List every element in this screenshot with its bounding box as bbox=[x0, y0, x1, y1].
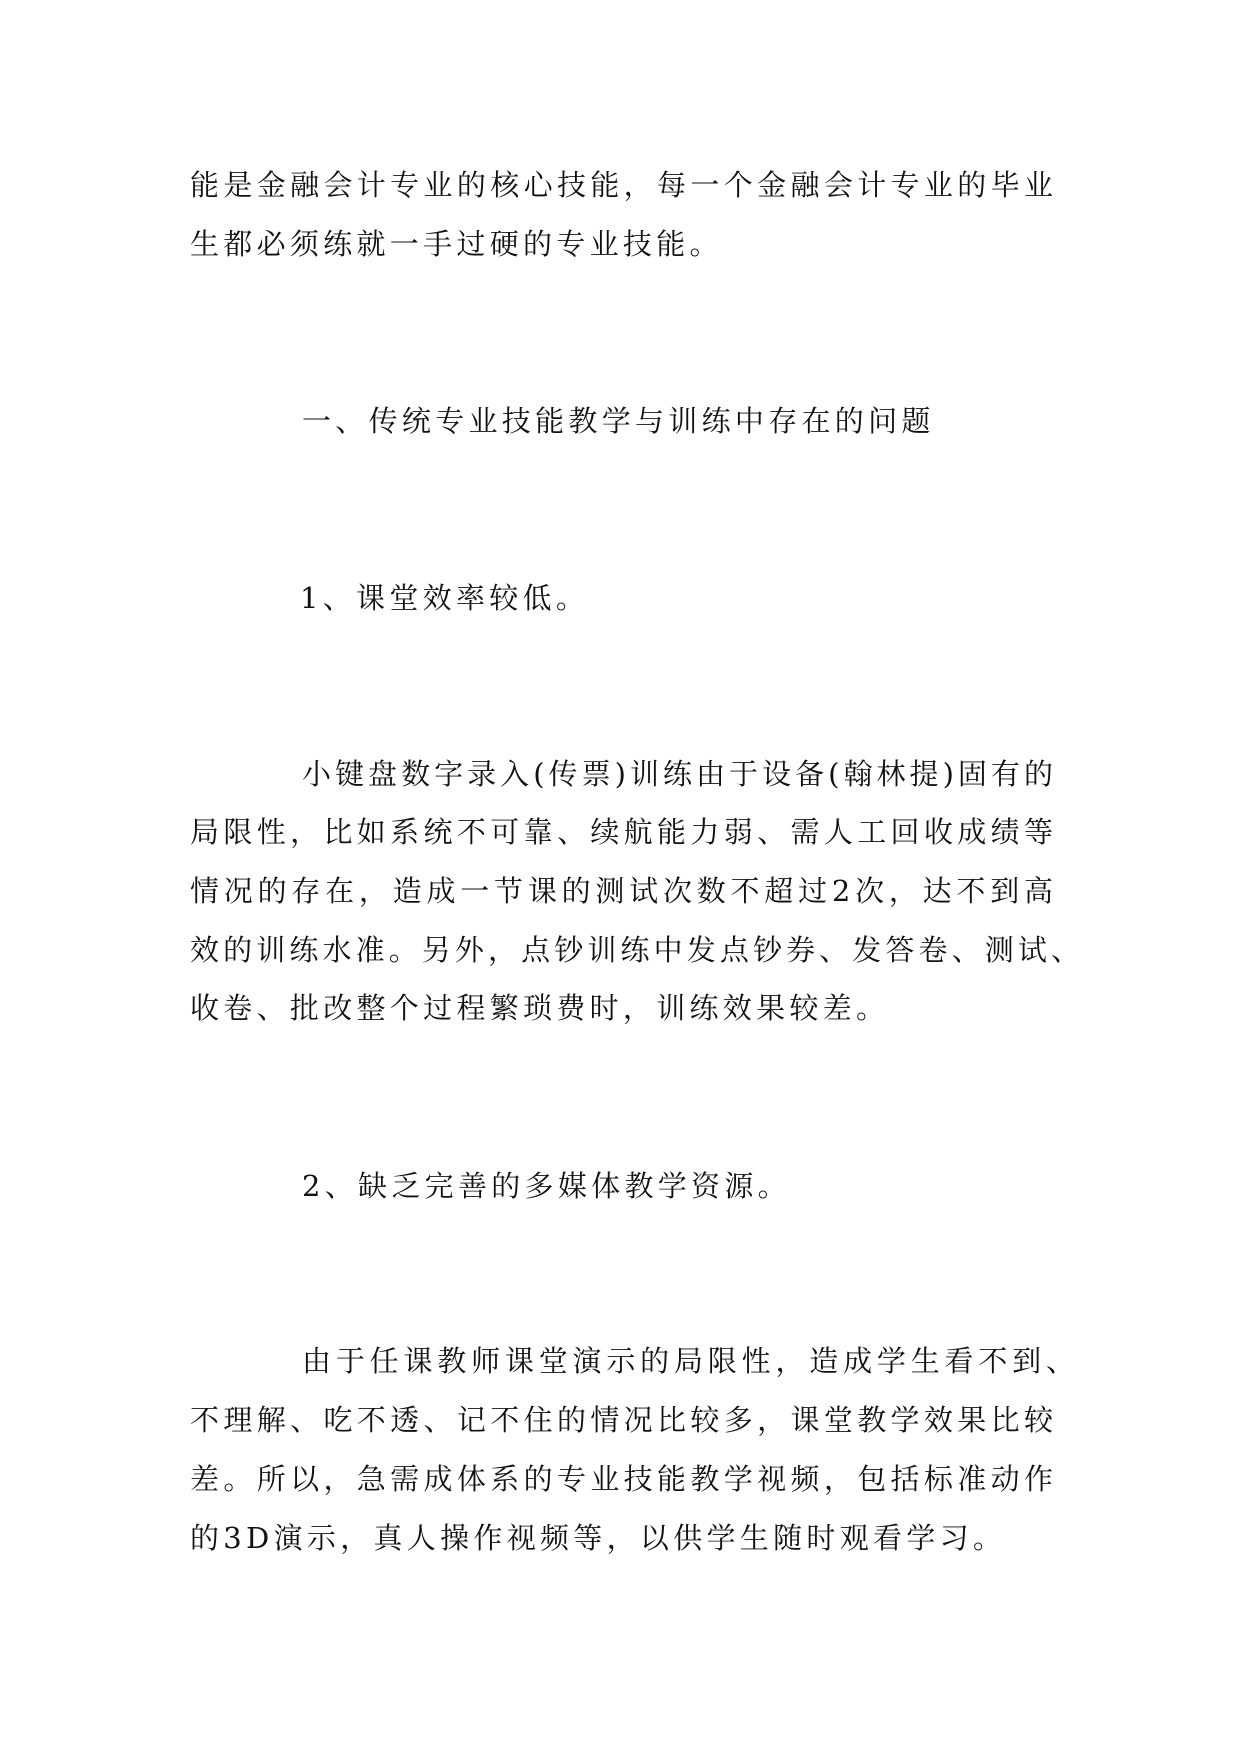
subheading-1: 1、课堂效率较低。 bbox=[300, 581, 590, 615]
paragraph-2-line-5: 收卷、批改整个过程繁琐费时，训练效果较差。 bbox=[190, 991, 890, 1025]
paragraph-2-line-4: 效的训练水准。另外，点钞训练中发点钞券、发答卷、测试、 bbox=[190, 933, 1080, 967]
subheading-2: 2、缺乏完善的多媒体教学资源。 bbox=[302, 1169, 791, 1203]
paragraph-3-line-4: 的3D演示，真人操作视频等，以供学生随时观看学习。 bbox=[190, 1521, 1007, 1555]
paragraph-3-line-3: 差。所以，急需成体系的专业技能教学视频，包括标准动作 bbox=[190, 1462, 1053, 1496]
paragraph-3-line-2: 不理解、吃不透、记不住的情况比较多，课堂教学效果比较 bbox=[190, 1403, 1053, 1437]
paragraph-2-line-3: 情况的存在，造成一节课的测试次数不超过2次，达不到高 bbox=[190, 874, 1053, 908]
paragraph-3-line-1: 由于任课教师课堂演示的局限性，造成学生看不到、 bbox=[302, 1344, 1075, 1378]
paragraph-2-line-1: 小键盘数字录入(传票)训练由于设备(翰林提)固有的 bbox=[302, 757, 1053, 791]
paragraph-1-line-2: 生都必须练就一手过硬的专业技能。 bbox=[190, 227, 723, 261]
paragraph-1-line-1: 能是金融会计专业的核心技能，每一个金融会计专业的毕业 bbox=[190, 168, 1053, 202]
section-heading: 一、传统专业技能教学与训练中存在的问题 bbox=[302, 404, 935, 438]
paragraph-2-line-2: 局限性，比如系统不可靠、续航能力弱、需人工回收成绩等 bbox=[190, 815, 1053, 849]
